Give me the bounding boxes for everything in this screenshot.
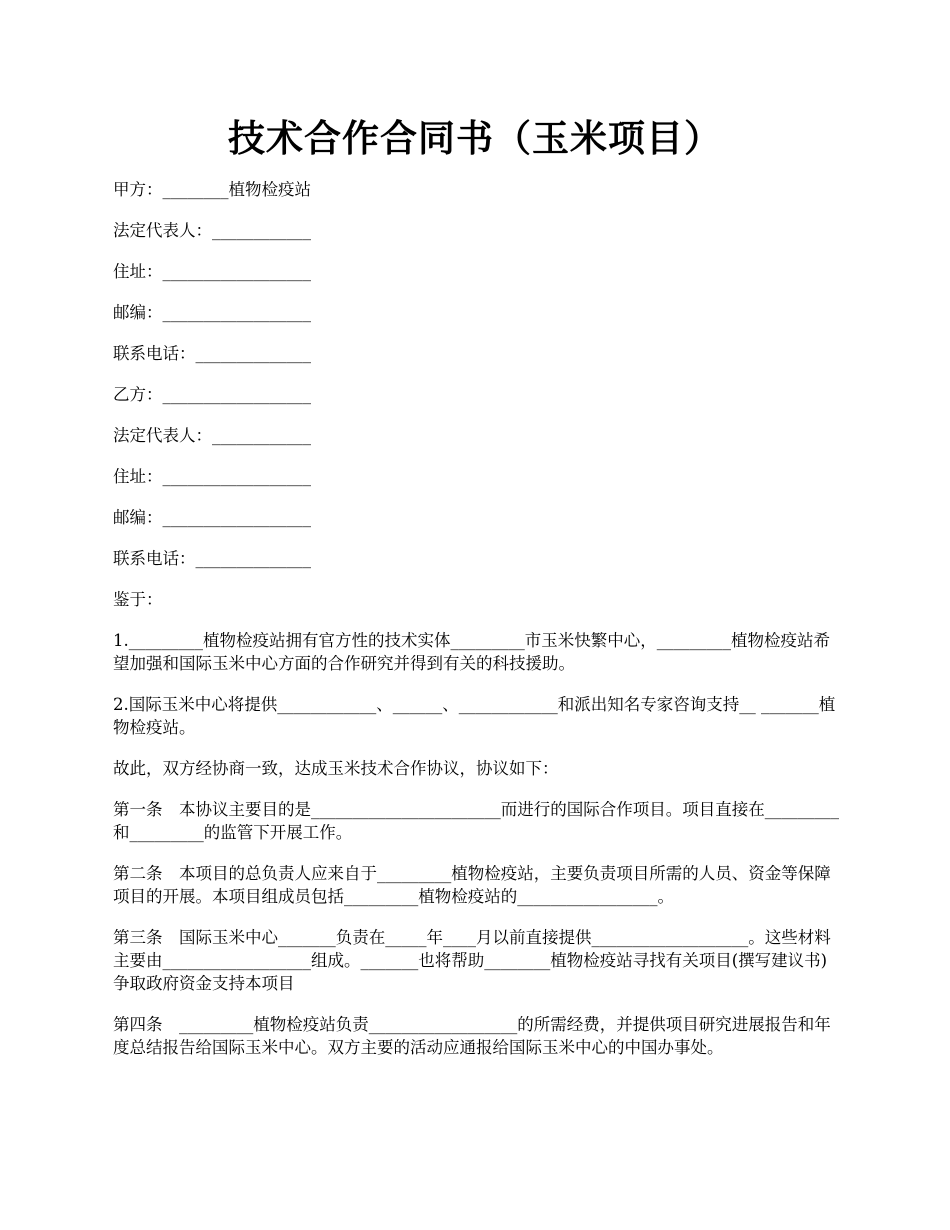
party-a-legal-rep-line: 法定代表人：____________ <box>113 221 311 240</box>
party-b-address-line: 住址：__________________ <box>113 467 311 486</box>
party-a-postcode-line: 邮编：__________________ <box>113 303 311 322</box>
party-b-legal-rep-line: 法定代表人：____________ <box>113 426 311 445</box>
whereas-heading: 鉴于： <box>113 590 163 609</box>
party-b-phone-line: 联系电话：______________ <box>113 549 311 568</box>
recital-1: 1._________植物检疫站拥有官方性的技术实体_________市玉米快繁中心，_________植物检疫站希望加强和国际玉米中心方面的合作研究并得到有关的科技援助。 <box>113 631 830 673</box>
article-4: 第四条 _________植物检疫站负责__________________的所需经费，并提供项目研究进展报告和年度总结报告给国际玉米中心。双方主要的活动应通报给国际玉米中心的中国办事处。 <box>113 1015 831 1057</box>
party-b-postcode-line: 邮编：__________________ <box>113 508 311 527</box>
party-a-phone-line: 联系电话：______________ <box>113 344 311 363</box>
article-3: 第三条 国际玉米中心_______负责在_____年____月以前直接提供___________________。这些材料主要由__________________组成。_______也将帮助________植物检疫站寻找有关项目(撰写建议书)争取政府资金支持本项目 <box>113 928 831 993</box>
party-a-line: 甲方：________植物检疫站 <box>113 180 311 199</box>
party-a-address-line: 住址：__________________ <box>113 262 311 281</box>
document-body <box>113 178 839 1077</box>
recital-2: 2.国际玉米中心将提供____________、______、____________和派出知名专家咨询支持__ _______植物检疫站。 <box>113 695 836 737</box>
party-b-line: 乙方：__________________ <box>113 385 311 404</box>
agreement-preamble: 故此，双方经协商一致，达成玉米技术合作协议，协议如下： <box>113 759 559 778</box>
article-1: 第一条 本协议主要目的是_______________________而进行的国际合作项目。项目直接在_________和_________的监管下开展工作。 <box>113 800 839 842</box>
page-title: 技术合作合同书（玉米项目） <box>228 116 722 160</box>
article-2: 第二条 本项目的总负责人应来自于_________植物检疫站，主要负责项目所需的人员、资金等保障项目的开展。本项目组成员包括_________植物检疫站的_________________。 <box>113 864 831 906</box>
